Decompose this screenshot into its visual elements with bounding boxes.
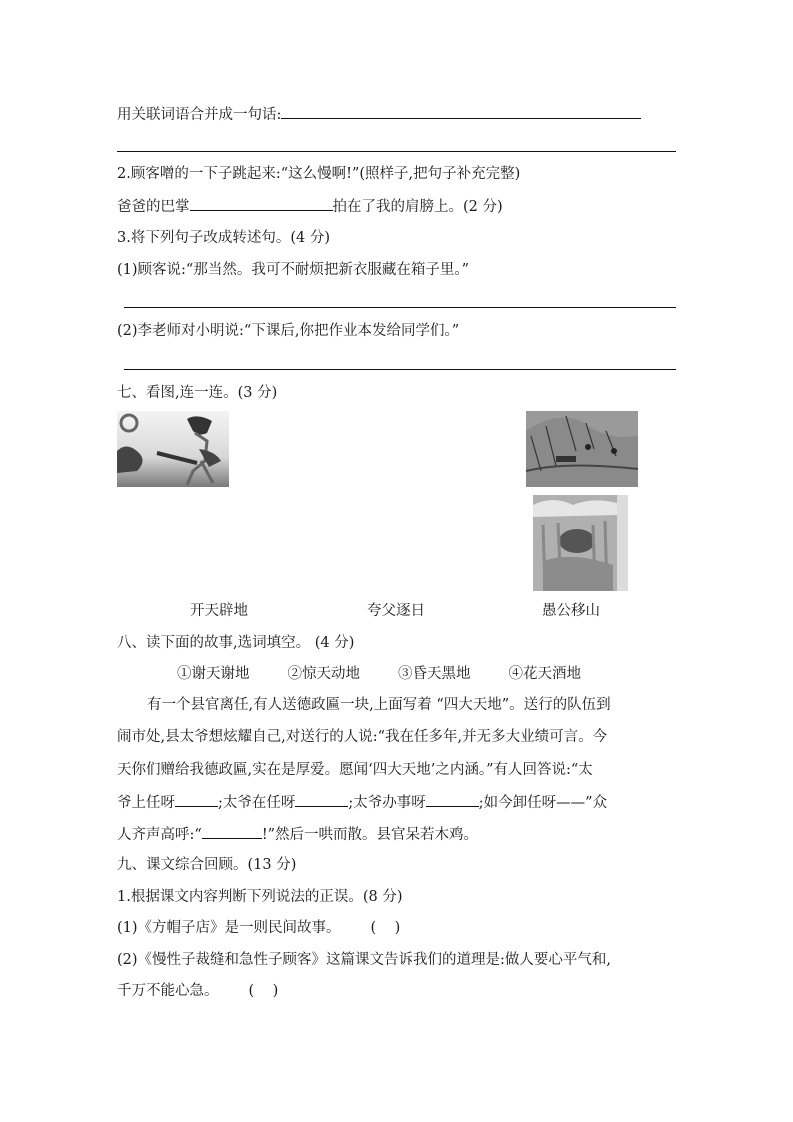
story-blank-3[interactable]	[426, 792, 479, 807]
story-line-4	[117, 792, 607, 813]
q3-item-2: (2)李老师对小明说:“下课后,你把作业本发给同学们。”	[117, 323, 460, 339]
answer-paren[interactable]: ( )	[370, 920, 401, 936]
word-options	[177, 664, 581, 684]
story-text: 爷上任呀	[117, 795, 175, 811]
combine-sentence-prompt	[117, 104, 641, 125]
s9-item-2-text: 千万不能心急。	[117, 983, 219, 999]
q2-after: 拍在了我的肩膀上。(2 分)	[332, 199, 503, 215]
match-label-2[interactable]: 夸父逐日	[367, 603, 425, 619]
pangu-picture[interactable]	[117, 411, 229, 487]
q2-before: 爸爸的巴掌	[117, 199, 190, 215]
option-1: ①谢天谢地	[177, 666, 250, 682]
story-blank-4[interactable]	[202, 824, 262, 839]
section7-title: 七、看图,连一连。(3 分)	[117, 385, 278, 401]
option-2: ②惊天动地	[287, 666, 360, 682]
q2-blank[interactable]	[190, 196, 333, 211]
combine-prompt-text: 用关联词语合并成一句话:	[117, 107, 282, 123]
q3-title: 3.将下列句子改成转述句。(4 分)	[117, 230, 330, 246]
s9-item-2-line-2	[117, 981, 278, 1001]
q3-answer-line-1[interactable]	[124, 307, 676, 308]
story-text: 人齐声高呼:“	[117, 827, 202, 843]
section8-title: 八、读下面的故事,选词填空。 (4 分)	[117, 635, 355, 651]
kuafu-picture[interactable]	[533, 495, 628, 591]
story-line-1: 有一个县官离任,有人送德政匾一块,上面写着 “四大天地”。送行的队伍到	[147, 697, 611, 713]
match-label-3[interactable]: 愚公移山	[542, 603, 600, 619]
story-blank-2[interactable]	[295, 792, 348, 807]
story-text: ;太爷在任呀	[218, 795, 296, 811]
story-line-5	[117, 824, 478, 845]
s9-item-1-text: (1)《方帽子店》是一则民间故事。	[117, 920, 341, 936]
s9-q1-title: 1.根据课文内容判断下列说法的正误。(8 分)	[117, 889, 403, 905]
match-label-1[interactable]: 开天辟地	[190, 603, 248, 619]
story-text: ;太爷办事呀	[348, 795, 426, 811]
q3-answer-line-2[interactable]	[124, 369, 676, 370]
answer-line[interactable]	[117, 151, 676, 152]
mountain-illustration-icon	[526, 411, 638, 487]
answer-paren[interactable]: ( )	[248, 983, 279, 999]
yugong-picture[interactable]	[526, 411, 638, 487]
section9-title: 九、课文综合回顾。(13 分)	[117, 857, 297, 873]
option-4: ④花天酒地	[508, 666, 581, 682]
story-line-2: 闹市处,县太爷想炫耀自己,对送行的人说:“我在任多年,并无多大业绩可言。今	[117, 729, 608, 745]
option-3: ③昏天黑地	[398, 666, 471, 682]
pangu-illustration-icon	[117, 411, 229, 487]
story-line-3: 天你们赠给我德政匾,实在是厚爱。愿闻‘四大天地’之内涵。”有人回答说:“太	[117, 762, 593, 778]
s9-item-1	[117, 918, 400, 938]
story-text: ;如今卸任呀——”众	[478, 795, 608, 811]
q2-title: 2.顾客噌的一下子跳起来:“这么慢啊!”(照样子,把句子补充完整)	[117, 166, 521, 182]
answer-blank[interactable]	[281, 104, 641, 119]
story-blank-1[interactable]	[175, 792, 218, 807]
q3-item-1: (1)顾客说:“那当然。我可不耐烦把新衣服藏在箱子里。”	[117, 262, 469, 278]
story-text: !”然后一哄而散。县官呆若木鸡。	[261, 827, 479, 843]
q2-sentence	[117, 196, 503, 217]
s9-item-2-line-1: (2)《慢性子裁缝和急性子顾客》这篇课文告诉我们的道理是:做人要心平气和,	[117, 952, 612, 968]
figure-illustration-icon	[533, 495, 628, 591]
